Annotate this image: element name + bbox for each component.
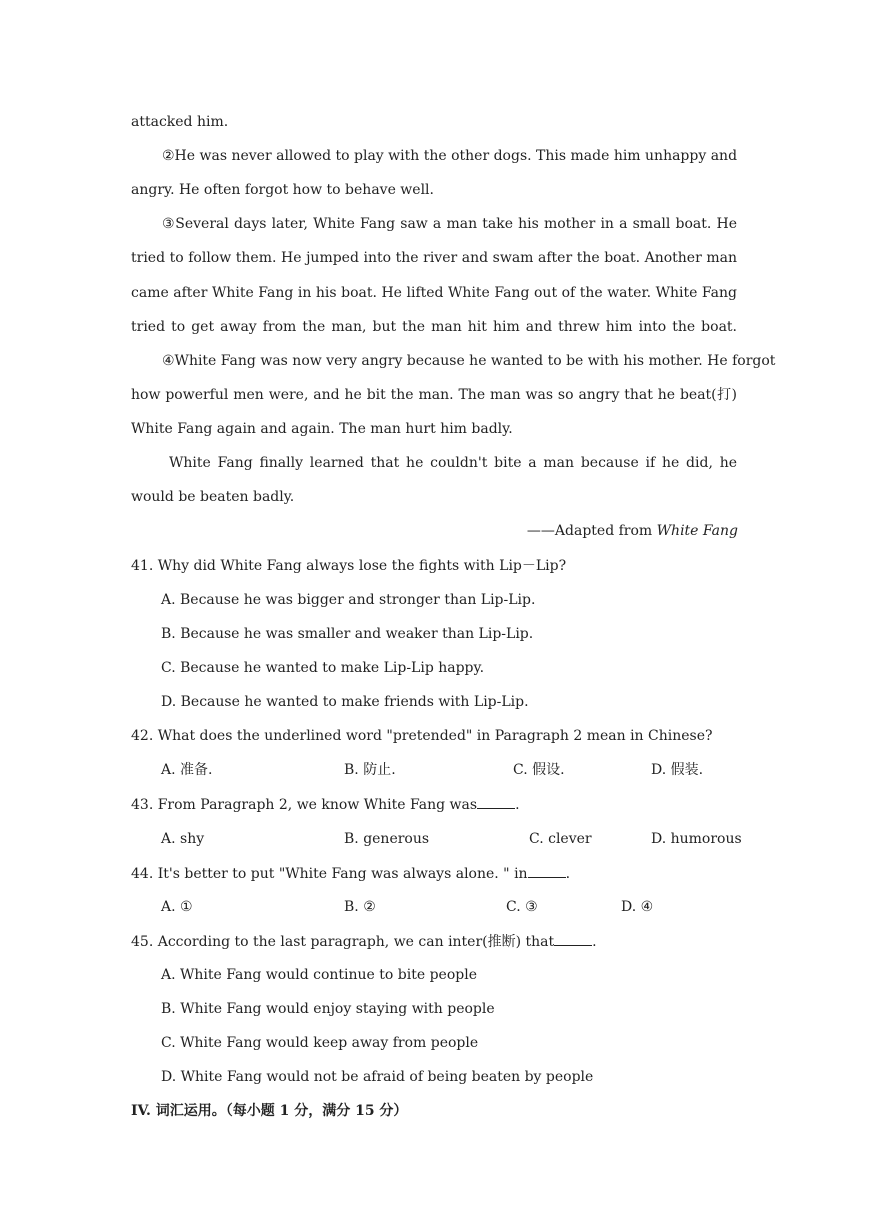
paragraph-3-line: ③Several days later, White Fang saw a man take his mother in a small boat. He [162,216,737,232]
paragraph-2-line: angry. He often forgot how to behave well. [131,182,434,198]
source-attribution [527,521,738,541]
paragraph-3-line: tried to follow them. He jumped into the river and swam after the boat. Another man [131,250,737,266]
question-42-option-c: C. 假设. [513,762,565,778]
question-42-stem: 42. What does the underlined word "pretended" in Paragraph 2 mean in Chinese? [131,728,713,744]
question-44-option-a: A. ① [161,899,193,915]
paragraph-5-line: would be beaten badly. [131,489,295,505]
answer-blank [554,931,592,946]
question-41-option-d: D. Because he wanted to make friends with Lip-Lip. [161,694,529,710]
question-45-option-d: D. White Fang would not be afraid of being beaten by people [161,1069,594,1085]
question-43-stem-text: 43. From Paragraph 2, we know White Fang was [131,797,478,813]
question-44-stem [131,863,570,884]
question-44-option-d: D. ④ [621,899,654,915]
question-44-option-b: B. ② [344,899,376,915]
question-43-stem [131,794,520,815]
question-43-stem-end: . [515,797,520,813]
paragraph-5-line: White Fang finally learned that he couldn't bite a man because if he did, he [169,455,737,471]
question-42-option-b: B. 防止. [344,762,396,778]
question-45-option-c: C. White Fang would keep away from people [161,1035,479,1051]
question-45-stem [131,931,597,952]
paragraph-4-line: how powerful men were, and he bit the man. The man was so angry that he beat(打) [131,387,737,403]
question-45-option-b: B. White Fang would enjoy staying with people [161,1001,495,1017]
question-44-stem-end: . [565,866,571,882]
paragraph-4-line: ④White Fang was now very angry because he wanted to be with his mother. He forgot [162,353,776,369]
question-41-option-c: C. Because he wanted to make Lip-Lip happy. [161,660,485,676]
question-43-option-b: B. generous [344,831,430,847]
question-42-option-a: A. 准备. [161,762,213,778]
question-44-option-c: C. ③ [506,899,538,915]
question-43-option-a: A. shy [161,831,205,847]
paragraph-3-line: tried to get away from the man, but the man hit him and threw him into the boat. [131,319,737,335]
section-heading: IV. 词汇运用。（每小题 1 分，满分 15 分） [131,1103,408,1119]
passage-line: attacked him. [131,114,229,130]
question-45-stem-text: 45. According to the last paragraph, we can inter(推断) that [131,934,555,950]
source-prefix: ——Adapted from [526,523,657,539]
answer-blank [528,863,566,878]
source-title: White Fang [656,523,738,539]
question-41-option-b: B. Because he was smaller and weaker than Lip-Lip. [161,626,534,642]
question-44-stem-text: 44. It's better to put "White Fang was always alone. " in [131,866,528,882]
paragraph-4-line: White Fang again and again. The man hurt him badly. [131,421,513,437]
paragraph-3-line: came after White Fang in his boat. He lifted White Fang out of the water. White Fang [131,285,737,301]
question-45-stem-end: . [592,934,597,950]
answer-blank [477,794,515,809]
paragraph-2-line: ②He was never allowed to play with the other dogs. This made him unhappy and [162,148,738,164]
question-41-stem: 41. Why did White Fang always lose the fights with Lip－Lip? [131,558,567,574]
question-41-option-a: A. Because he was bigger and stronger than Lip-Lip. [161,592,536,608]
question-42-option-d: D. 假装. [651,762,704,778]
question-43-option-d: D. humorous [651,831,742,847]
question-43-option-c: C. clever [529,831,592,847]
question-45-option-a: A. White Fang would continue to bite people [161,967,477,983]
